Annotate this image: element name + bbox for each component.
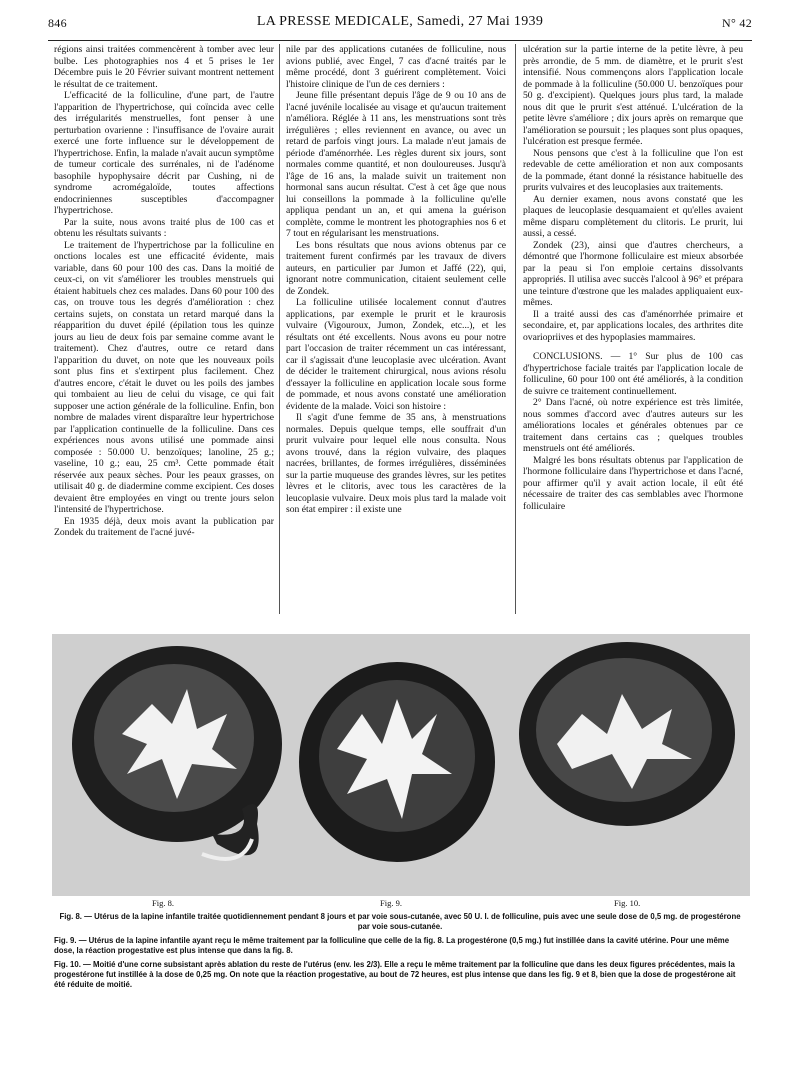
column-divider (515, 44, 516, 614)
paragraph: L'efficacité de la folliculine, d'une part, de l'autre l'apparition de l'hypertrichose, qui coïncida avec celle des irrégularités menstruelles, font penser à une perturbation ovarienne : l'insuffisance de l'ovaire aurait exercé une forte influence sur le développement de l'hypertrichose. Enfin, la malade n'avait aucun symptôme de tumeur corticale des surrénales, ni de l'adénome basophile hypophysaire décrit par Cushing, ni de syndrome acromégaloïde, toutes affections endocriniennes susceptibles d'accompagner l'hypertrichose. (54, 90, 274, 216)
page-number: 846 (48, 16, 67, 30)
figure-plate-image (52, 634, 750, 896)
caption-fig-8: Fig. 8. — Utérus de la lapine infantile traitée quotidiennement pendant 8 jours et par voie sous-cutanée, avec 50 U. I. de folliculine, puis avec une seule dose de 0,5 mg. de progestérone par voie sous-cutanée. (59, 912, 741, 931)
paragraph: Il a traité aussi des cas d'aménorrhée primaire et secondaire, et, par applications locales, des arthrites dite ovariopriives et des hypoplasies mammaires. (523, 308, 743, 343)
column-divider (279, 44, 280, 614)
figure-10-micrograph (519, 642, 735, 826)
figure-plate (52, 634, 750, 896)
paragraph: nile par des applications cutanées de folliculine, nous avions publié, avec Engel, 7 cas d'acné traités par le même procédé, dont 3 guérirent complètement. Voici l'histoire clinique de l'un de ces derniers : (286, 44, 506, 90)
journal-title: LA PRESSE MEDICALE, Samedi, 27 Mai 1939 (256, 14, 544, 29)
caption-fig-9: Fig. 9. — Utérus de la lapine infantile ayant reçu le même traitement par la folliculine que celle de la fig. 8. La progestérone (0,5 mg.) fut instillée dans la cavité utérine. Pour une même dose, la réaction progestative est plus intense que dans la fig. 8. (54, 936, 730, 955)
figure-8-micrograph (72, 646, 282, 859)
paragraph: Par la suite, nous avons traité plus de 100 cas et obtenu les résultats suivants : (54, 216, 274, 239)
paragraph: La folliculine utilisée localement connut d'autres applications, par exemple le prurit et le kraurosis vulvaire (Vigouroux, Jumon, Zondek, etc...), et les résultats ont été excellents. Nous avons eu pour notre part l'occasion de traiter récemment un cas intéressant, car il s'agissait d'une leucoplasie avec ulcération. Avant de décider le traitement chirurgical, nous avions résolu d'essayer la folliculine en application locale sous forme de pommade, et nous avons constaté une amélioration évidente de la malade. Voici son histoire : (286, 297, 506, 412)
text-column-2 (286, 44, 506, 610)
spacer (523, 343, 743, 351)
page-header (40, 14, 760, 34)
text-column-3 (523, 44, 743, 610)
figure-captions (54, 912, 746, 994)
figure-9-micrograph (299, 662, 495, 862)
paragraph: Jeune fille présentant depuis l'âge de 9 ou 10 ans de l'acné juvénile localisée au visage et qu'aucun traitement n'améliora. Réglée à 11 ans, les menstruations sont très irrégulières ; elles reviennent en avance, ou avec un retard de parfois vingt jours. La malade n'eut jamais de période d'aménorrhée. Les règles durent six jours, sont normales comme quantité, et non douloureuses. Jusqu'à l'âge de 16 ans, la malade suivit un traitement non hormonal sans aucun résultat. C'est à cet âge que nous lui conseillons la pommade à la folliculine qu'elle appliqua pendant un an, et qui amena la guérison complète, comme le montrent les photographies nos 6 et 7 tout en régularisant les menstruations. (286, 90, 506, 239)
issue-number: N° 42 (722, 16, 752, 30)
paragraph: 2° Dans l'acné, où notre expérience est très limitée, nous sommes d'accord avec d'autres auteurs sur les améliorations locales et générales obtenues par ce traitement dans certains cas ; quelques troubles menstruels ont été améliorés. (523, 397, 743, 454)
header-rule (48, 40, 752, 41)
figure-8-label: Fig. 8. (152, 898, 174, 908)
paragraph: régions ainsi traitées commencèrent à tomber avec leur bulbe. Les photographies nos 4 et 5 prises le 1er Décembre puis le 20 Février suivant montrent nettement le résultat de ce traitement. (54, 44, 274, 90)
paragraph: Le traitement de l'hypertrichose par la folliculine en onctions locales est une efficacité évidente, mais variable, dans 60 pour 100 des cas. Dans la moitié de ceux-ci, on vit s'améliorer les troubles menstruels qui étaient habituels chez ces malades. Dans 60 pour 100 des cas, on trouve tous les degrés d'amélioration : chez certains sujets, on constata un retard marqué dans la réapparition du duvet épilé (épilation tous les quinze jours au lieu de deux fois par semaine comme avant le traitement). Chez d'autres, outre ce retard dans l'apparition du duvet, on note que les nouveaux poils sont plus fins et s'extirpent plus facilement. Chez d'autres encore, c'était le duvet ou les poils des jambes qui tombaient au lieu de celui du visage, ce qui fait supposer une action générale de la folliculine. Enfin, bon nombre de malades virent disparaître leur hypertrichose par l'application continuelle de la folliculine. Dans ces expériences nous avons utilisé une pommade ainsi composée : 50.000 U. benzoïques; lanoline, 25 g.; vaseline, 10 g.; eau, 25 cm³. Cette pommade était réservée aux peaux sèches. Pour les peaux grasses, on utilisait 40 g. de diadermine comme excipient. Ces doses devaient être employées en vingt ou trente jours selon l'intensité de l'hypertrichose. (54, 239, 274, 515)
figure-10-label: Fig. 10. (614, 898, 641, 908)
paragraph: En 1935 déjà, deux mois avant la publication par Zondek du traitement de l'acné juvé- (54, 515, 274, 538)
paragraph: ulcération sur la partie interne de la petite lèvre, à peu près arrondie, de 5 mm. de diamètre, et le prurit s'est intensifié. Nous commençons alors l'application locale de pommade à la folliculine (50.000 U. benzoïques pour 50 g. d'excipient). Quelques jours plus tard, la malade nous dit que le prurit s'est atténué. L'ulcération de la petite lèvre s'améliore ; dix jours après on remarque que l'amélioration se poursuit ; les plaques sont plus opaques, l'ulcération est presque fermée. (523, 44, 743, 147)
paragraph: Les bons résultats que nous avions obtenus par ce traitement furent confirmés par les travaux de divers auteurs, en particulier par Jumon et Jaffé (22), qui, ignorant notre communication, citaient seulement celle de Zondek. (286, 239, 506, 297)
paragraph: Zondek (23), ainsi que d'autres chercheurs, a démontré que l'hormone folliculaire est mieux absorbée par la peau si l'on emploie certains dissolvants appropriés. Il utilisa avec succès l'alcool à 96° et prépara une teinture d'œstrone que les malades appliquaient eux-mêmes. (523, 239, 743, 308)
paragraph: Malgré les bons résultats obtenus par l'application de l'hormone folliculaire dans l'hypertrichose et dans l'acné, pour affirmer qu'il y avait action locale, il eût été nécessaire de traiter des cas semblables avec l'hormone folliculaire (523, 454, 743, 512)
text-column-1 (54, 44, 274, 610)
figure-9-label: Fig. 9. (380, 898, 402, 908)
caption-fig-10: Fig. 10. — Moitié d'une corne subsistant après ablation du reste de l'utérus (env. les 2/3). Elle a reçu le même traitement par la folliculine que dans les deux figures précédentes, mais la progestérone fut instillée à la dose de 0,25 mg. On note que la réaction progestative, au bout de 72 heures, est plus intense que dans les fig. 9 et 8, bien que la dose de progestérone ait été réduite de moitié. (54, 960, 736, 989)
paragraph: Il s'agit d'une femme de 35 ans, à menstruations normales. Depuis quelque temps, elle souffrait d'un prurit vulvaire pour lequel elle nous consulta. Nous avons trouvé, dans la région vulvaire, des plaques nacrées, brillantes, de formes irrégulières, disséminées sur la partie muqueuse des grandes lèvres, sur les petites lèvres et le clitoris, avec tous les caractères de la leucoplasie vulvaire. Deux mois plus tard la malade voit son état empirer : il existe une (286, 412, 506, 515)
paragraph: Au dernier examen, nous avons constaté que les plaques de leucoplasie desquamaient et qu'elles avaient même disparu complètement du clitoris. Le prurit, lui aussi, a cessé. (523, 193, 743, 239)
conclusions-paragraph: CONCLUSIONS. — 1° Sur plus de 100 cas d'hypertrichose faciale traités par l'application locale de folliculine, 60 pour 100 ont été améliorés, à la condition de suivre ce traitement continuellement. (523, 351, 743, 397)
paragraph: Nous pensons que c'est à la folliculine que l'on est redevable de cette amélioration et non aux composants de la pommade, étant donné la résistance habituelle des prurits vulvaires et des leucoplasies aux traitements. (523, 147, 743, 193)
